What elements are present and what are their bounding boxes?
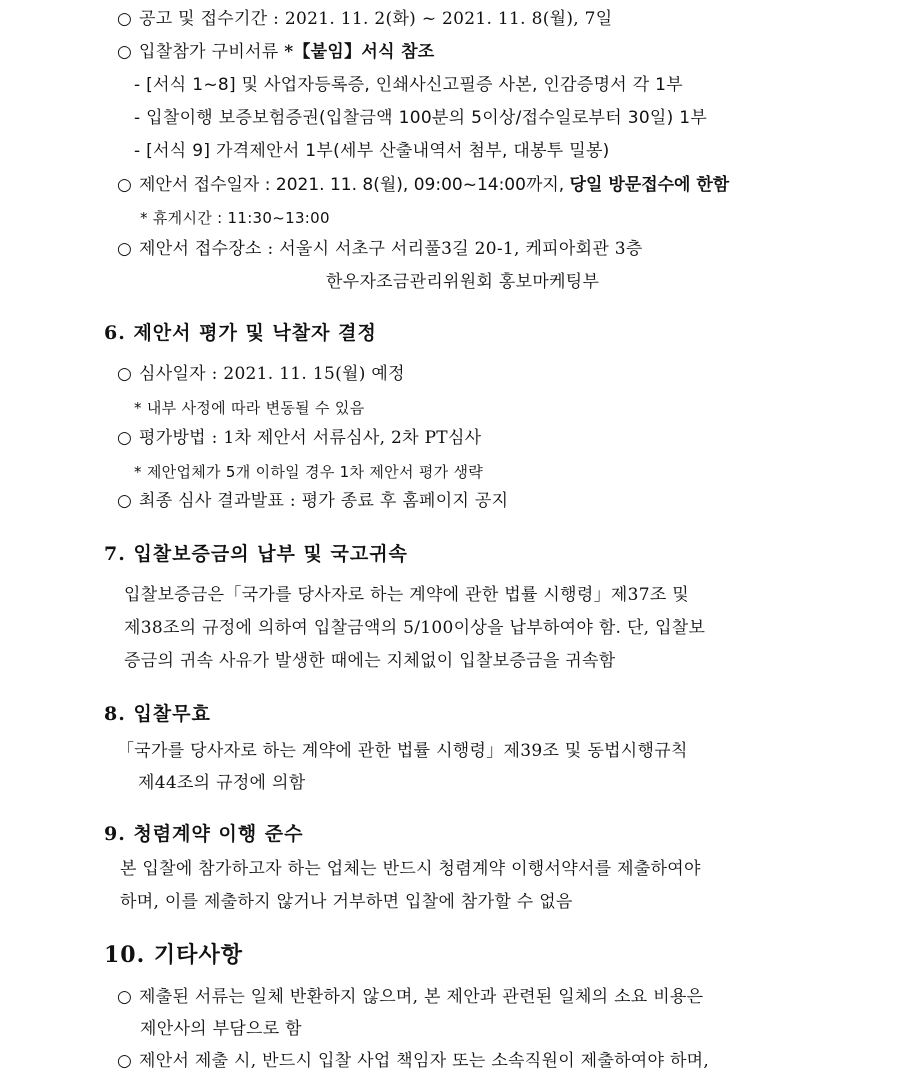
section-10-line-1: ○ 제출된 서류는 일체 반환하지 않으며, 본 제안과 관련된 일체의 소요 비용은 [117, 987, 704, 1007]
circle-bullet-icon: ○ [117, 364, 133, 384]
required-docs-line: ○ 입찰참가 구비서류 *【붙임】서식 참조 [117, 42, 435, 62]
section-10-line-2: 제안사의 부담으로 함 [140, 1019, 302, 1039]
section-8-heading: 8. 입찰무효 [104, 703, 211, 725]
submission-place-dept: 한우자조금관리위원회 홍보마케팅부 [326, 272, 600, 292]
circle-bullet-icon: ○ [117, 428, 133, 448]
circle-bullet-icon: ○ [117, 239, 133, 259]
section-7-line-3: 증금의 귀속 사유가 발생한 때에는 지체없이 입찰보증금을 귀속함 [124, 651, 616, 671]
required-docs-item-3: - [서식 9] 가격제안서 1부(세부 산출내역서 첨부, 대봉투 밀봉) [134, 141, 610, 161]
circle-bullet-icon: ○ [117, 175, 132, 195]
evaluation-method-note: * 제안업체가 5개 이하일 경우 1차 제안서 평가 생략 [134, 463, 484, 481]
review-date-note: * 내부 사정에 따라 변동될 수 있음 [134, 399, 365, 417]
evaluation-method-line: ○ 평가방법 : 1차 제안서 서류심사, 2차 PT심사 [117, 428, 482, 448]
final-result-line: ○ 최종 심사 결과발표 : 평가 종료 후 홈페이지 공지 [117, 491, 509, 511]
review-date-line: ○ 심사일자 : 2021. 11. 15(월) 예정 [117, 364, 405, 384]
circle-bullet-icon: ○ [117, 42, 133, 62]
section-9-line-2: 하며, 이를 제출하지 않거나 거부하면 입찰에 참가할 수 없음 [120, 892, 573, 912]
section-7-heading: 7. 입찰보증금의 납부 및 국고귀속 [104, 543, 408, 565]
required-docs-item-1: - [서식 1~8] 및 사업자등록증, 인쇄사신고필증 사본, 인감증명서 각 1부 [134, 75, 683, 95]
section-10-heading: 10. 기타사항 [104, 942, 243, 968]
break-time-note: * 휴게시간 : 11:30~13:00 [140, 209, 330, 227]
section-10-line-3: ○ 제안서 제출 시, 반드시 입찰 사업 책임자 또는 소속직원이 제출하여야 하며, [117, 1051, 710, 1071]
required-docs-item-2: - 입찰이행 보증보험증권(입찰금액 100분의 5이상/접수일로부터 30일) 1부 [134, 108, 708, 128]
submission-place-line: ○ 제안서 접수장소 : 서울시 서초구 서리풀3길 20-1, 케피아회관 3층 [117, 239, 643, 259]
circle-bullet-icon: ○ [117, 9, 133, 29]
section-8-line-1: 「국가를 당사자로 하는 계약에 관한 법률 시행령」제39조 및 동법시행규칙 [117, 741, 688, 761]
circle-bullet-icon: ○ [117, 1051, 133, 1071]
circle-bullet-icon: ○ [117, 491, 133, 511]
bid-period-line: ○ 공고 및 접수기간 : 2021. 11. 2(화) ~ 2021. 11. 8(월), 7일 [117, 9, 613, 29]
circle-bullet-icon: ○ [117, 987, 133, 1007]
section-9-line-1: 본 입찰에 참가하고자 하는 업체는 반드시 청렴계약 이행서약서를 제출하여야 [120, 859, 701, 879]
section-6-heading: 6. 제안서 평가 및 낙찰자 결정 [104, 322, 377, 344]
section-7-line-2: 제38조의 규정에 의하여 입찰금액의 5/100이상을 납부하여야 함. 단, 입찰보 [124, 618, 706, 638]
section-8-line-2: 제44조의 규정에 의함 [138, 773, 306, 793]
section-7-line-1: 입찰보증금은「국가를 당사자로 하는 계약에 관한 법률 시행령」제37조 및 [124, 585, 689, 605]
submission-date-line: ○ 제안서 접수일자 : 2021. 11. 8(월), 09:00~14:00까지, 당일 방문접수에 한함 [117, 175, 730, 195]
section-9-heading: 9. 청렴계약 이행 준수 [104, 823, 304, 845]
